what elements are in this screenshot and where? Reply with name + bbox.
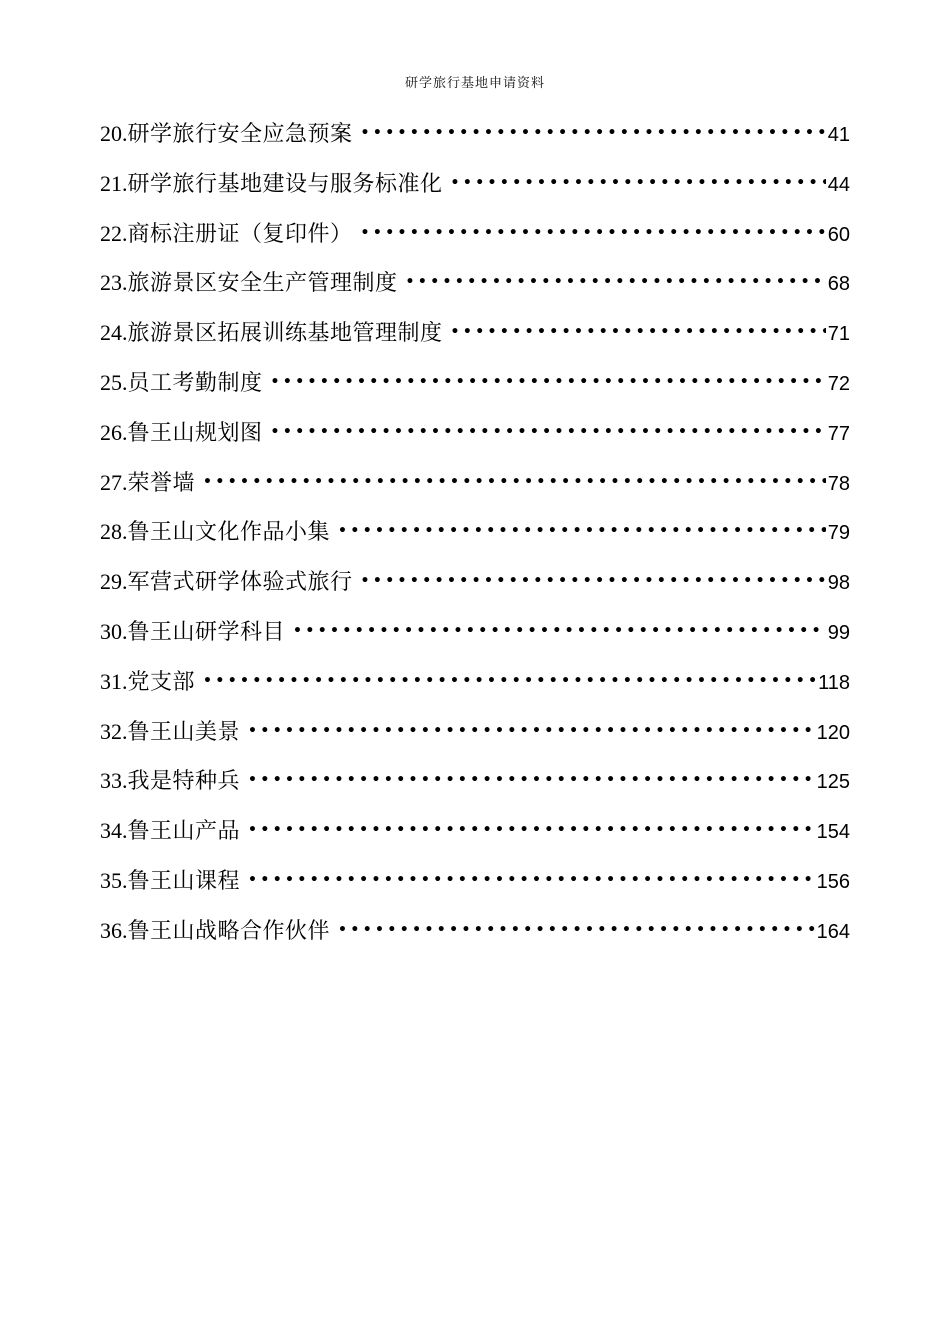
toc-dot-leader xyxy=(406,264,826,300)
toc-entry-page: 120 xyxy=(816,721,850,744)
toc-entry-title: 荣誉墙 xyxy=(127,470,196,496)
toc-entry-page: 79 xyxy=(827,522,850,545)
toc-entry-title: 鲁王山文化作品小集 xyxy=(127,520,331,546)
toc-entry-page: 60 xyxy=(827,223,850,246)
toc-entry-number: 20. xyxy=(100,121,128,146)
toc-entry-number: 21. xyxy=(100,170,128,196)
toc-entry[interactable] xyxy=(100,863,850,913)
toc-entry-number: 33. xyxy=(100,768,128,794)
toc-dot-leader xyxy=(248,762,815,798)
toc-entry-number: 26. xyxy=(100,419,128,445)
toc-entry[interactable] xyxy=(100,763,850,813)
toc-entry-number: 36. xyxy=(100,917,128,943)
toc-entry[interactable] xyxy=(100,166,850,216)
toc-entry-title: 鲁王山美景 xyxy=(127,719,241,745)
toc-entry[interactable] xyxy=(100,813,850,863)
toc-dot-leader xyxy=(203,663,816,699)
toc-entry-page: 156 xyxy=(816,870,850,893)
toc-dot-leader xyxy=(203,464,826,500)
toc-dot-leader xyxy=(248,812,815,848)
toc-entry-title: 旅游景区安全生产管理制度 xyxy=(127,271,398,297)
toc-entry-number: 24. xyxy=(100,320,128,346)
toc-entry-page: 71 xyxy=(827,323,850,346)
toc-entry-title: 员工考勤制度 xyxy=(127,370,263,396)
toc-entry-title: 鲁王山规划图 xyxy=(127,420,263,446)
toc-entry-title: 研学旅行安全应急预案 xyxy=(127,122,353,147)
toc-entry-number: 22. xyxy=(100,220,128,246)
toc-entry[interactable] xyxy=(100,216,850,266)
toc-entry[interactable] xyxy=(100,415,850,465)
toc-entry-page: 99 xyxy=(827,621,850,644)
toc-entry-title: 鲁王山课程 xyxy=(127,868,241,894)
toc-dot-leader xyxy=(451,314,826,350)
toc-entry-page: 72 xyxy=(827,372,850,395)
toc-entry-number: 34. xyxy=(100,818,128,844)
toc-entry-page: 41 xyxy=(827,124,850,146)
toc-entry-title: 我是特种兵 xyxy=(127,769,241,795)
toc-entry-page: 68 xyxy=(827,273,850,296)
toc-entry-title: 鲁王山战略合作伙伴 xyxy=(127,918,331,944)
toc-entry-page: 125 xyxy=(816,771,850,794)
toc-entry-number: 28. xyxy=(100,519,128,545)
toc-entry[interactable] xyxy=(100,714,850,764)
toc-entry-title: 研学旅行基地建设与服务标准化 xyxy=(127,171,443,197)
toc-entry-number: 31. xyxy=(100,668,128,694)
toc-entry-number: 32. xyxy=(100,718,128,744)
toc-dot-leader xyxy=(248,713,815,749)
toc-entry[interactable] xyxy=(100,116,850,166)
toc-entry-number: 23. xyxy=(100,270,128,296)
toc-entry-title: 商标注册证（复印件） xyxy=(127,221,353,247)
toc-entry[interactable] xyxy=(100,365,850,415)
toc-entry-title: 鲁王山研学科目 xyxy=(127,619,286,645)
table-of-contents xyxy=(100,116,850,963)
toc-entry[interactable] xyxy=(100,913,850,963)
toc-entry-number: 30. xyxy=(100,618,128,644)
toc-entry-number: 25. xyxy=(100,369,128,395)
toc-dot-leader xyxy=(361,563,826,599)
toc-entry-page: 98 xyxy=(827,572,850,595)
toc-entry[interactable] xyxy=(100,315,850,365)
toc-dot-leader xyxy=(338,513,826,549)
toc-entry[interactable] xyxy=(100,465,850,515)
toc-entry-number: 29. xyxy=(100,569,128,595)
toc-dot-leader xyxy=(271,364,826,400)
toc-entry-page: 118 xyxy=(818,671,850,694)
toc-entry-title: 党支部 xyxy=(127,669,196,695)
toc-entry-page: 77 xyxy=(827,422,850,445)
toc-entry-page: 164 xyxy=(816,920,850,943)
toc-entry-title: 旅游景区拓展训练基地管理制度 xyxy=(127,321,443,347)
toc-entry-page: 154 xyxy=(816,821,850,844)
toc-entry-number: 27. xyxy=(100,469,128,495)
page-header: 研学旅行基地申请资料 xyxy=(404,76,545,91)
toc-dot-leader xyxy=(338,912,815,948)
toc-entry[interactable] xyxy=(100,265,850,315)
toc-dot-leader xyxy=(451,165,826,201)
toc-entry-page: 78 xyxy=(827,472,850,495)
toc-entry[interactable] xyxy=(100,614,850,664)
toc-entry-page: 44 xyxy=(827,173,850,196)
toc-dot-leader xyxy=(248,862,815,898)
toc-dot-leader xyxy=(271,414,826,450)
toc-entry[interactable] xyxy=(100,564,850,614)
toc-entry[interactable] xyxy=(100,514,850,564)
toc-entry[interactable] xyxy=(100,664,850,714)
toc-entry-title: 军营式研学体验式旅行 xyxy=(127,570,353,596)
toc-dot-leader xyxy=(361,115,826,151)
toc-entry-number: 35. xyxy=(100,867,128,893)
toc-entry-title: 鲁王山产品 xyxy=(127,819,241,845)
toc-dot-leader xyxy=(293,613,826,649)
toc-dot-leader xyxy=(361,215,826,251)
